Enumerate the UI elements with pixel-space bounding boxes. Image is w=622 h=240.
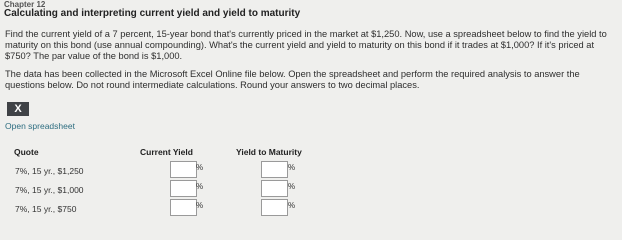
percent-sign: % — [288, 201, 296, 210]
ytm-input-2[interactable] — [261, 180, 288, 197]
quote-row-2: 7%, 15 yr., $1,000 — [15, 185, 84, 195]
current-yield-input-3[interactable] — [170, 199, 197, 216]
open-spreadsheet-link[interactable]: Open spreadsheet — [5, 121, 75, 131]
quote-row-1: 7%, 15 yr., $1,250 — [15, 166, 84, 176]
percent-sign: % — [196, 163, 204, 172]
current-yield-input-2[interactable] — [170, 180, 197, 197]
instructions-text: The data has been collected in the Microsoft Excel Online file below. Open the spreadsheet and perform the required analysis to answer the questions below. Do not round intermediate calculations. Round your answers to two decimal places. — [5, 69, 580, 90]
percent-sign: % — [196, 201, 204, 210]
quote-column-header: Quote — [14, 147, 39, 157]
ytm-column-header: Yield to Maturity — [236, 147, 302, 157]
problem-text: Find the current yield of a 7 percent, 15-year bond that's currently priced in the market at $1,250. Now, use a spreadsheet below to find the yield to maturity on this bond (use annual compounding). What's the current yield and yield to maturity on this bond if it trades at $1,000? If it's priced at $750? The par value of the bond is $1,000. — [5, 29, 607, 61]
current-yield-column-header: Current Yield — [140, 147, 193, 157]
problem-title: Calculating and interpreting current yield and yield to maturity — [4, 8, 301, 19]
ytm-input-1[interactable] — [261, 161, 288, 178]
excel-icon[interactable]: X — [7, 102, 29, 116]
percent-sign: % — [288, 163, 296, 172]
percent-sign: % — [196, 182, 204, 191]
ytm-input-3[interactable] — [261, 199, 288, 216]
chapter-label: Chapter 12 — [4, 0, 46, 9]
quote-row-3: 7%, 15 yr., $750 — [15, 204, 77, 214]
current-yield-input-1[interactable] — [170, 161, 197, 178]
percent-sign: % — [288, 182, 296, 191]
